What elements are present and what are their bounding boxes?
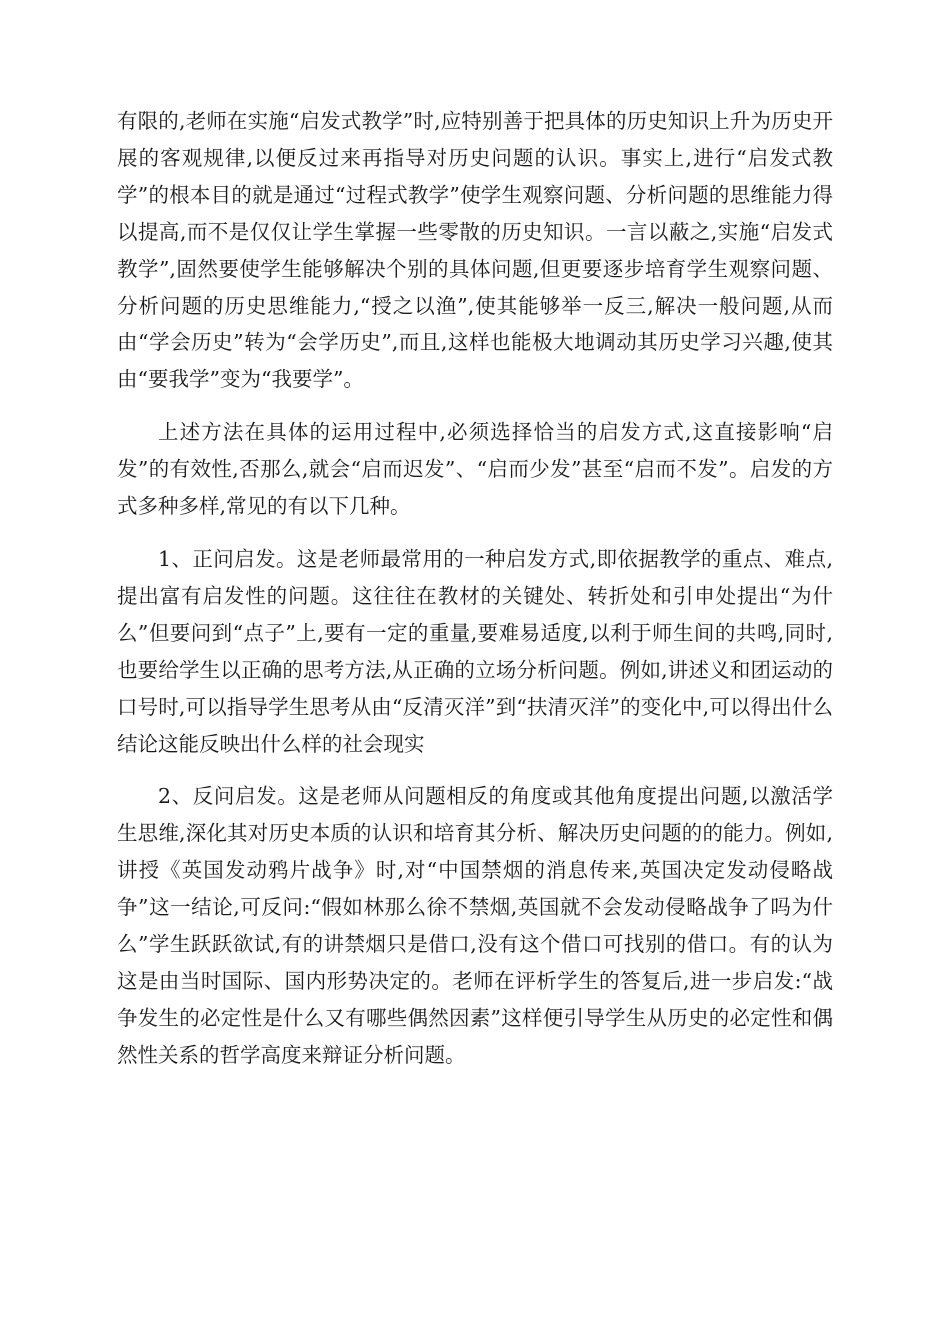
paragraph-4: 2、反问启发。这是老师从问题相反的角度或其他角度提出问题,以激活学生思维,深化其对历史本质的认识和培育其分析、解决历史问题的的能力。例如,讲授《英国发动鸦片战争》时,对“中国禁烟的消息传来,英国决定发动侵略战争”这一结论,可反问:“假如林那么徐不禁烟,英国就不会发动侵略战争了吗为什么”学生跃跃欲试,有的讲禁烟只是借口,没有这个借口可找别的借口。有的认为这是由当时国际、国内形势决定的。老师在评析学生的答复后,进一步启发:“战争发生的必定性是什么又有哪些偶然因素”这样便引导学生从历史的必定性和偶然性关系的哲学高度来辩证分析问题。 <box>117 784 833 1067</box>
paragraph-2: 上述方法在具体的运用过程中,必须选择恰当的启发方式,这直接影响“启发”的有效性,否那么,就会“启而迟发”、“启而少发”甚至“启而不发”。启发的方式多种多样,常见的有以下几种。 <box>117 420 833 519</box>
document-page <box>117 103 833 1090</box>
paragraph-1: 有限的,老师在实施“启发式教学”时,应特别善于把具体的历史知识上升为历史开展的客观规律,以便反过来再指导对历史问题的认识。事实上,进行“启发式教学”的根本目的就是通过“过程式教学”使学生观察问题、分析问题的思维能力得以提高,而不是仅仅让学生掌握一些零散的历史知识。一言以蔽之,实施“启发式教学”,固然要使学生能够解决个别的具体问题,但更要逐步培育学生观察问题、分析问题的历史思维能力,“授之以渔”,使其能够举一反三,解决一般问题,从而由“学会历史”转为“会学历史”,而且,这样也能极大地调动其历史学习兴趣,使其由“要我学”变为“我要学”。 <box>117 109 833 392</box>
paragraph-3: 1、正问启发。这是老师最常用的一种启发方式,即依据教学的重点、难点,提出富有启发性的问题。这往往在教材的关键处、转折处和引申处提出“为什么”但要问到“点子”上,要有一定的重量,要难易适度,以利于师生间的共鸣,同时,也要给学生以正确的思考方法,从正确的立场分析问题。例如,讲述义和团运动的口号时,可以指导学生思考从由“反清灭洋”到“扶清灭洋”的变化中,可以得出什么结论这能反映出什么样的社会现实 <box>117 546 833 756</box>
